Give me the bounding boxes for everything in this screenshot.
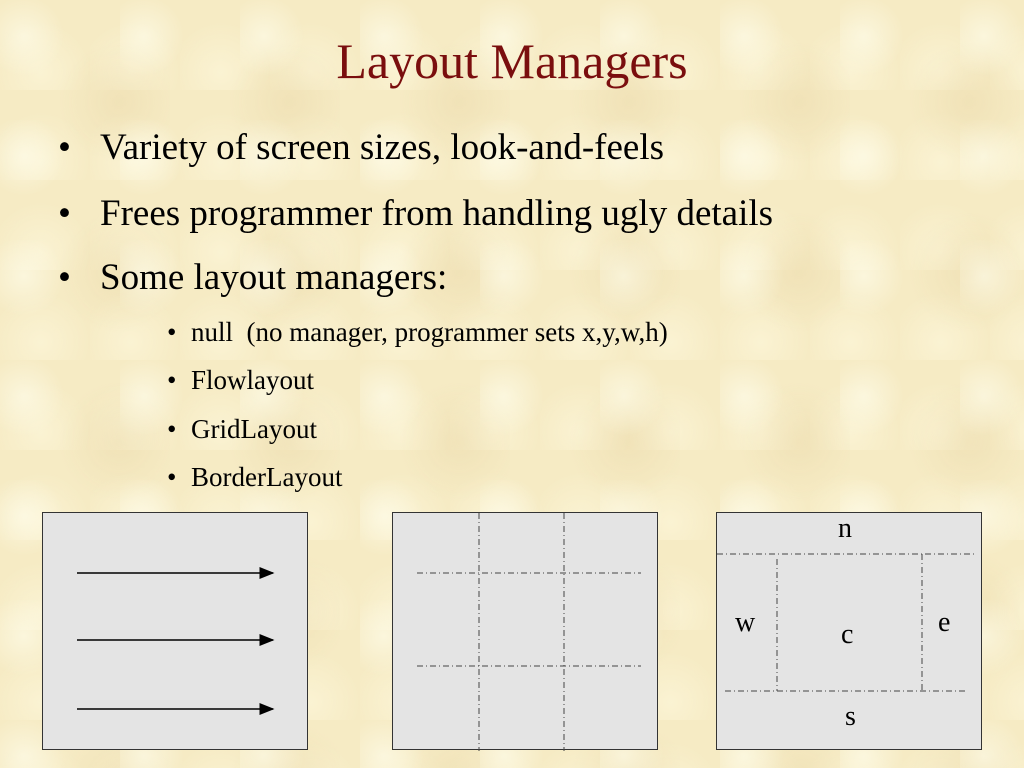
bullet-glyph: • — [167, 317, 177, 347]
sub-bullet-item — [167, 318, 668, 348]
gridlayout-diagram — [392, 512, 658, 750]
sub-bullet-text: Flowlayout — [191, 365, 315, 395]
flowlayout-diagram — [42, 512, 308, 750]
borderlayout-diagram — [716, 512, 982, 750]
border-south-label: s — [845, 701, 856, 732]
sub-bullet-text: null (no manager, programmer sets x,y,w,h) — [191, 317, 668, 347]
sub-bullet-item — [167, 366, 314, 396]
sub-bullet-text: BorderLayout — [191, 462, 343, 492]
bullet-glyph: • — [58, 257, 71, 298]
slide-title: Layout Managers — [336, 33, 688, 89]
border-east-label: e — [938, 607, 951, 638]
bullet-text: Some layout managers: — [100, 257, 448, 298]
bullet-item — [58, 128, 664, 169]
bullet-text: Frees programmer from handling ugly details — [100, 193, 774, 234]
grid-lines — [393, 513, 659, 751]
bullet-item — [58, 258, 447, 299]
bullet-glyph: • — [58, 127, 71, 168]
border-north-label: n — [838, 513, 852, 544]
sub-bullet-text: GridLayout — [191, 414, 317, 444]
bullet-glyph: • — [167, 462, 177, 492]
bullet-text: Variety of screen sizes, look-and-feels — [100, 127, 665, 168]
border-west-label: w — [735, 607, 756, 638]
border-center-label: c — [841, 619, 854, 650]
sub-bullet-item — [167, 463, 342, 493]
bullet-glyph: • — [167, 365, 177, 395]
flow-arrows — [43, 513, 309, 751]
bullet-glyph: • — [58, 193, 71, 234]
sub-bullet-item — [167, 415, 317, 445]
bullet-glyph: • — [167, 414, 177, 444]
bullet-item — [58, 194, 773, 235]
